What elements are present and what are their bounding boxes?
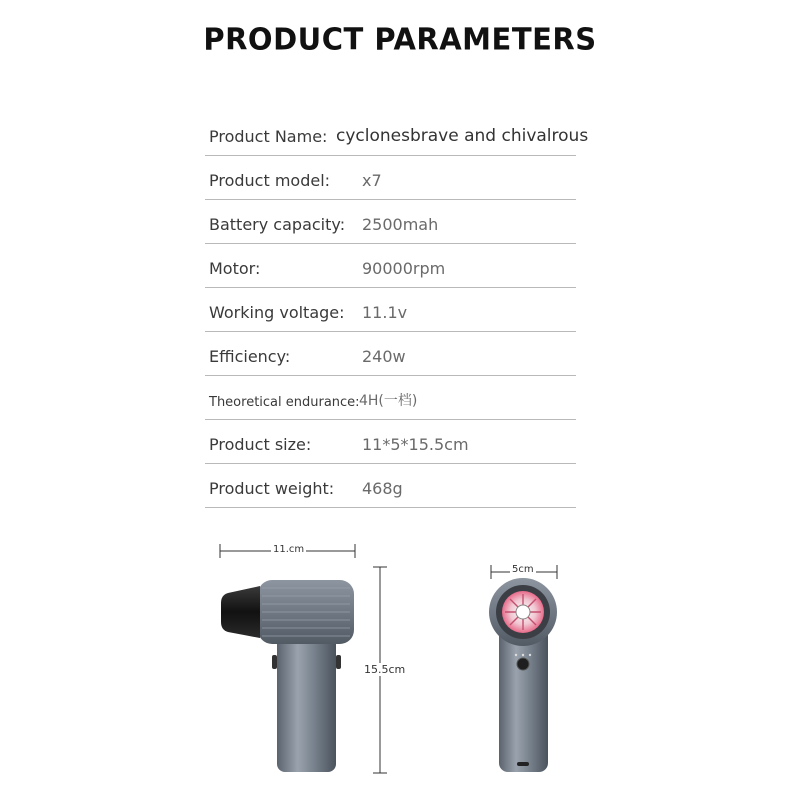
param-label: Product size: [209, 435, 312, 454]
page-title: PRODUCT PARAMETERS [203, 21, 597, 57]
param-label: Product Name: [209, 127, 328, 146]
param-value: 11.1v [362, 303, 408, 322]
param-label: Product weight: [209, 479, 335, 498]
param-label: Battery capacity: [209, 215, 346, 234]
param-label: Product model: [209, 171, 331, 190]
param-value: cyclonesbrave and chivalrous [336, 126, 589, 146]
param-value: 468g [362, 479, 403, 498]
param-value: 2500mah [362, 215, 439, 234]
param-value: x7 [362, 171, 382, 190]
param-value: 4H(一档) [359, 393, 418, 409]
param-label: Efficiency: [209, 347, 291, 366]
param-label: Theoretical endurance: [209, 395, 360, 410]
param-label: Motor: [209, 259, 261, 278]
depth-dimension-label: 5cm [512, 564, 534, 575]
blower-front-view [489, 578, 557, 772]
param-value: 90000rpm [362, 259, 446, 278]
width-dimension-label: 11.cm [273, 544, 305, 555]
param-value: 11*5*15.5cm [362, 435, 469, 454]
param-label: Working voltage: [209, 303, 345, 322]
blower-side-view [221, 580, 354, 772]
param-value: 240w [362, 347, 406, 366]
height-dimension-label: 15.5cm [364, 663, 406, 676]
